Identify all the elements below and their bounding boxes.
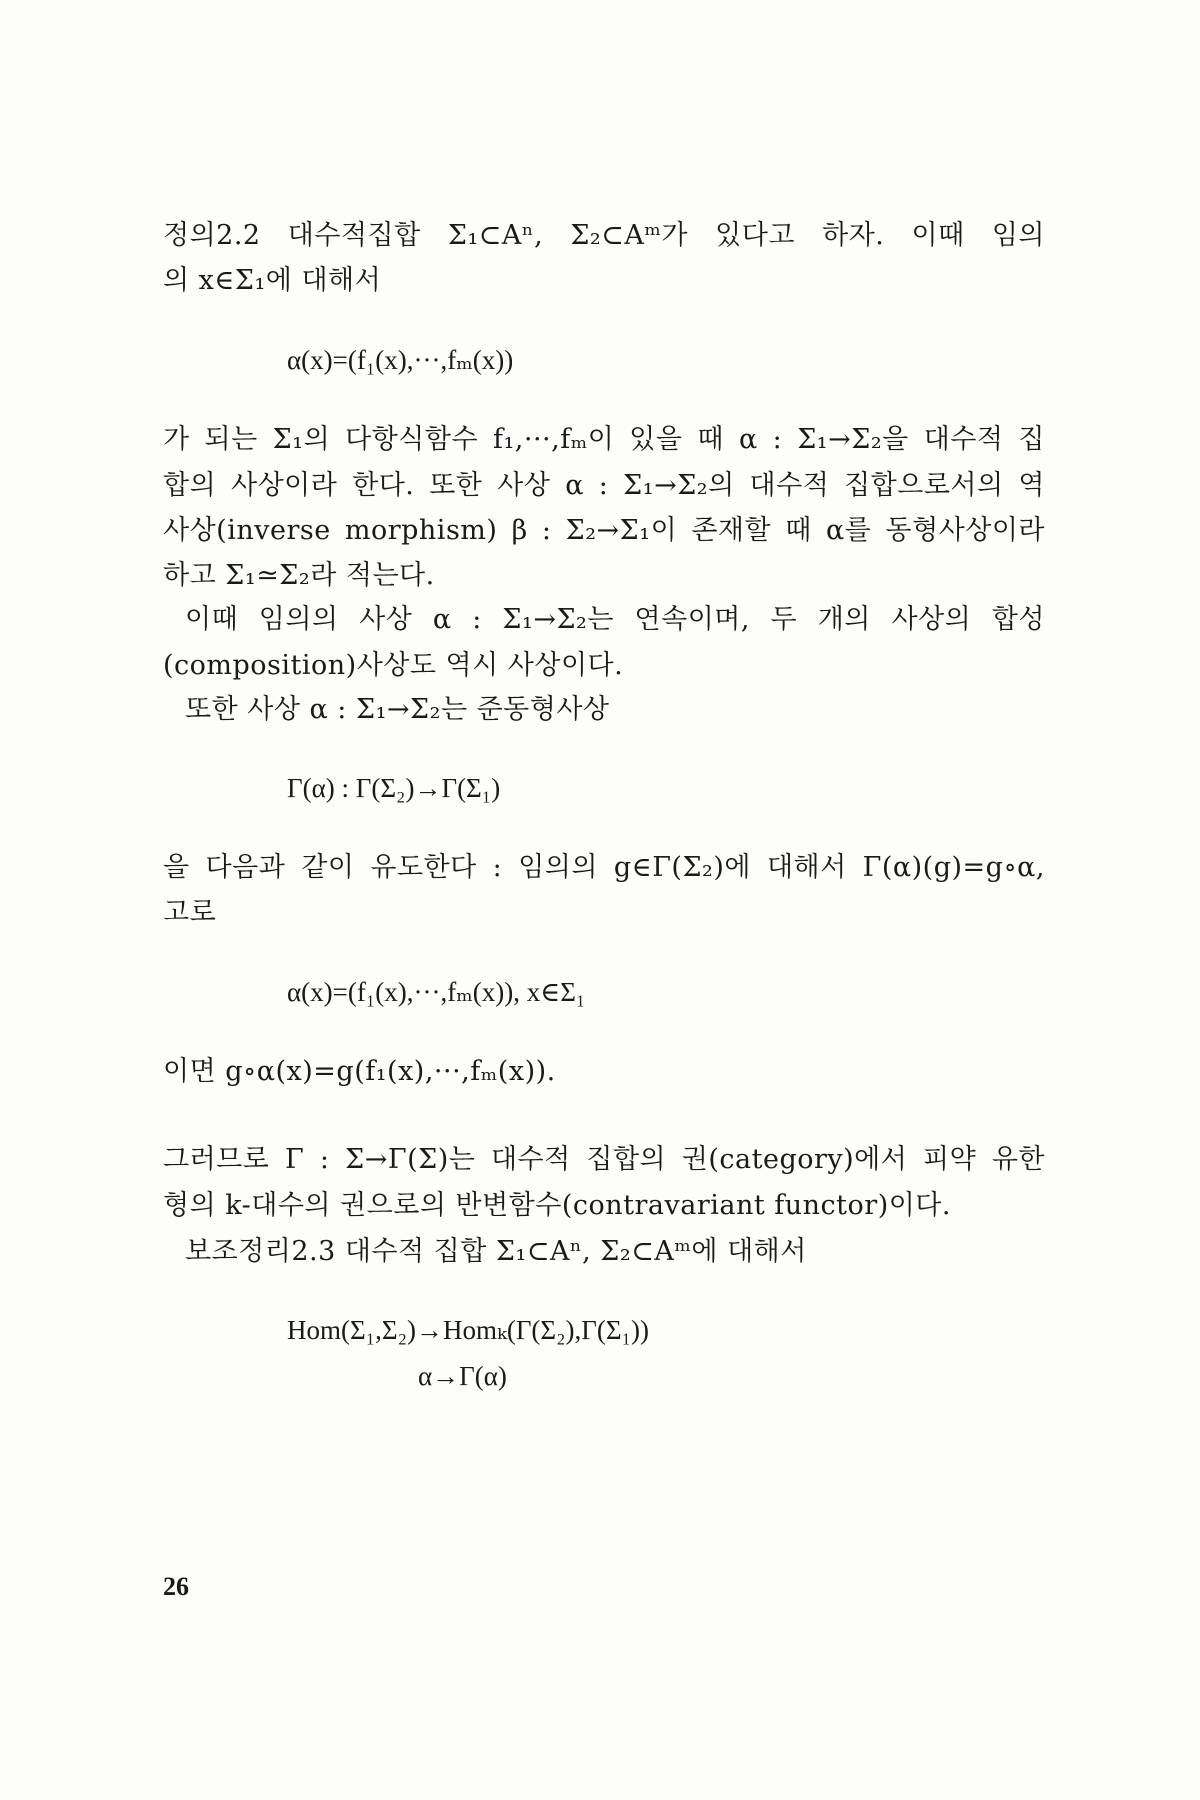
paragraph-4-line-1: 을 다음과 같이 유도한다 : 임의의 g∈Γ(Σ₂)에 대해서 Γ(α)(g)=g∘α, xyxy=(163,852,1045,883)
paragraph-5-line-1: 이면 g∘α(x)=g(f₁(x),···,fₘ(x)). xyxy=(163,1056,556,1087)
paragraph-6-line-2: 형의 k-대수의 권으로의 반변함수(contravariant functor)이다. xyxy=(163,1190,951,1221)
definition-2-2-line-1: 정의2.2 대수적집합 Σ₁⊂Aⁿ, Σ₂⊂Aᵐ가 있다고 하자. 이때 임의 xyxy=(163,220,1045,251)
paragraph-1-line-2: 합의 사상이라 한다. 또한 사상 α : Σ₁→Σ₂의 대수적 집합으로서의 역 xyxy=(163,470,1045,501)
page-number: 26 xyxy=(163,1572,189,1601)
equation-induced-homomorphism: Γ(α) : Γ(Σ₂)→Γ(Σ₁) xyxy=(287,773,501,803)
definition-2-2-line-2: 의 x∈Σ₁에 대해서 xyxy=(163,265,382,296)
paragraph-2-line-2: (composition)사상도 역시 사상이다. xyxy=(163,650,624,681)
paragraph-4-line-2: 고로 xyxy=(163,897,217,928)
equation-morphism-definition: α(x)=(f₁(x),···,fₘ(x)) xyxy=(287,345,514,375)
paragraph-1-line-4: 하고 Σ₁≃Σ₂라 적는다. xyxy=(163,560,435,591)
paragraph-6-line-1: 그러므로 Γ : Σ→Γ(Σ)는 대수적 집합의 권(category)에서 피약 유한 xyxy=(163,1144,1045,1175)
equation-morphism-components: α(x)=(f₁(x),···,fₘ(x)), x∈Σ₁ xyxy=(287,977,586,1007)
lemma-2-3-line-1: 보조정리2.3 대수적 집합 Σ₁⊂Aⁿ, Σ₂⊂Aᵐ에 대해서 xyxy=(185,1236,807,1267)
paragraph-2-line-1: 이때 임의의 사상 α : Σ₁→Σ₂는 연속이며, 두 개의 사상의 합성 xyxy=(185,604,1045,635)
paragraph-3-line-1: 또한 사상 α : Σ₁→Σ₂는 준동형사상 xyxy=(185,694,610,725)
equation-hom-map: Hom(Σ₁,Σ₂)→Homₖ(Γ(Σ₂),Γ(Σ₁)) xyxy=(287,1315,650,1345)
paragraph-1-line-1: 가 되는 Σ₁의 다항식함수 f₁,···,fₘ이 있을 때 α : Σ₁→Σ₂을 대수적 집 xyxy=(163,424,1045,455)
paragraph-1-line-3: 사상(inverse morphism) β : Σ₂→Σ₁이 존재할 때 α를 동형사상이라 xyxy=(163,515,1045,546)
equation-alpha-to-gamma: α→Γ(α) xyxy=(418,1361,507,1391)
